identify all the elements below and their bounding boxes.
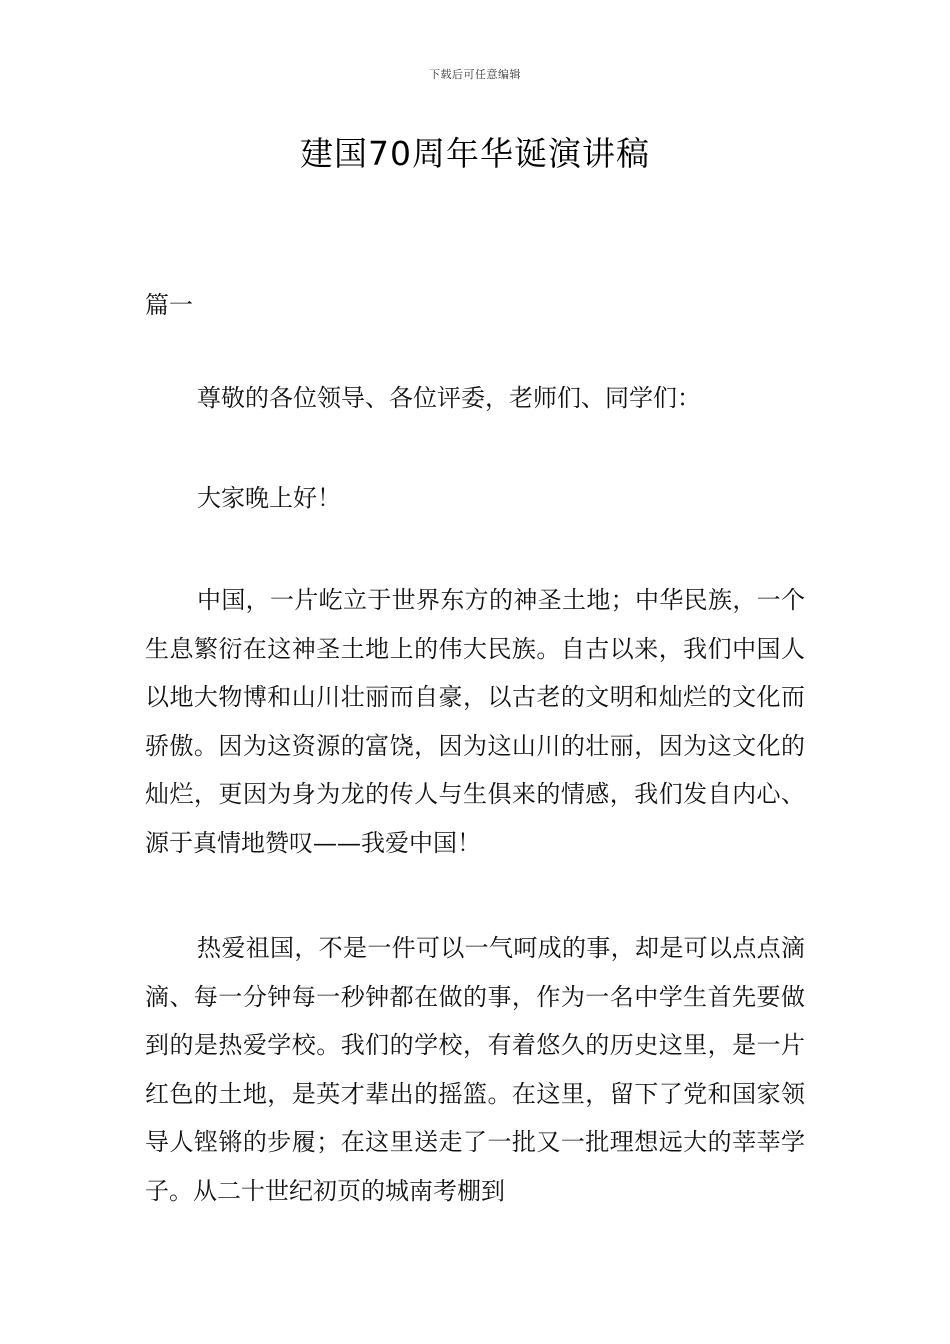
paragraph-body: 热爱祖国，不是一件可以一气呵成的事，却是可以点点滴滴、每一分钟每一秒钟都在做的事，作为一名中学生首先要做到的是热爱学校。我们的学校，有着悠久的历史这里，是一片红色的土地，是英才辈出的摇篮。在这里，留下了党和国家领导人铿锵的步履；在这里送走了一批又一批理想远大的莘莘学子。从二十世纪初页的城南考棚到 (145, 934, 805, 1205)
header-note: 下载后可任意编辑 (429, 68, 521, 81)
document-title: 建国70周年华诞演讲稿 (300, 134, 650, 173)
paragraph-salutation: 尊敬的各位领导、各位评委，老师们、同学们： (197, 384, 701, 412)
paragraph-greeting: 大家晚上好！ (197, 484, 341, 512)
paragraph-body: 中国，一片屹立于世界东方的神圣土地；中华民族，一个生息繁衍在这神圣土地上的伟大民族。自古以来，我们中国人以地大物博和山川壮丽而自豪，以古老的文明和灿烂的文化而骄傲。因为这资源的富饶，因为这山川的壮丽，因为这文化的灿烂，更因为身为龙的传人与生俱来的情感，我们发自内心、源于真情地赞叹——我爱中国！ (145, 586, 805, 857)
section-label: 篇一 (145, 291, 193, 319)
